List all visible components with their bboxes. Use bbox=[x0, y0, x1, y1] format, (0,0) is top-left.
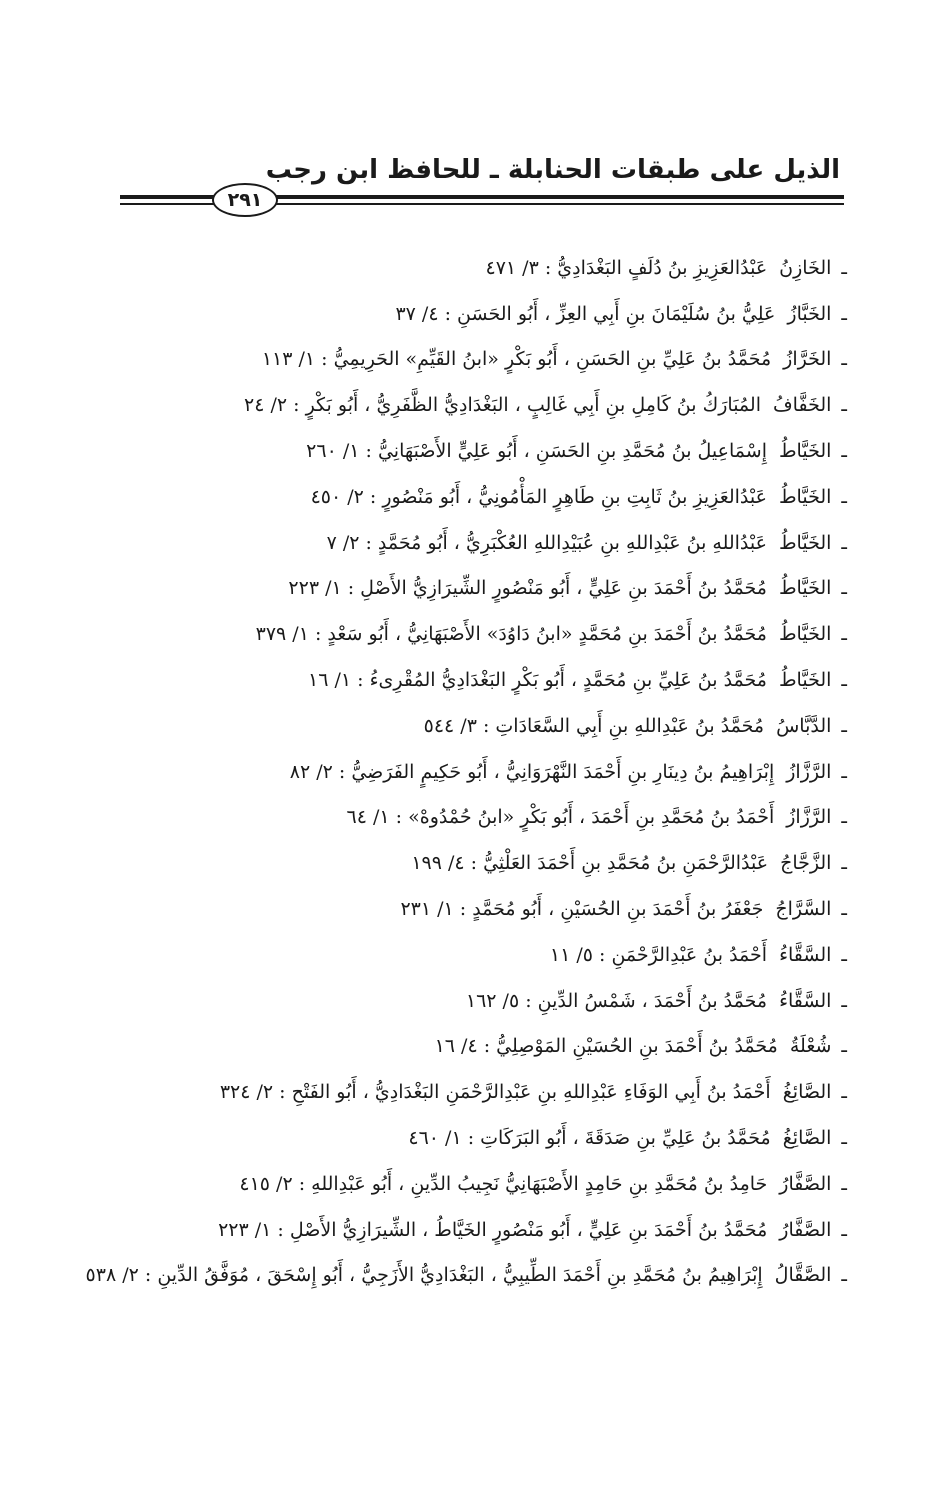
entry-text: أَحْمَدُ بنُ أَبِي الوَفَاءِ عَبْدِاللهِ بنِ عَبْدِالرَّحْمَنِ البَغْدَادِيُّ ، أَبُو الفَتْحِ : ٢/ ٣٢٤ bbox=[219, 1081, 771, 1104]
entry-dash: ـ bbox=[841, 1081, 847, 1104]
entry-dash: ـ bbox=[841, 1127, 847, 1150]
index-entry bbox=[120, 1207, 847, 1253]
index-entry bbox=[120, 657, 847, 703]
entry-nisba: الصَّفَّارُ bbox=[779, 1218, 832, 1241]
entry-text: إِبْرَاهِيمُ بنُ مُحَمَّدِ بنِ أَحْمَدَ الطِّيبِيُّ ، البَغْدَادِيُّ الأَزَجِيُّ ، أَبُو إِسْحَقَ ، مُوَفَّقُ الدِّينِ : ٢/ ٥٣٨ bbox=[85, 1264, 763, 1287]
entry-nisba: الرَّزَّازُ bbox=[786, 760, 832, 783]
index-entry bbox=[120, 1024, 847, 1070]
entry-text: أَحْمَدُ بنُ مُحَمَّدِ بنِ أَحْمَدَ ، أَبُو بَكْرٍ «ابنُ حُمْدُوهْ» : ١/ ٦٤ bbox=[346, 806, 775, 829]
entry-nisba: السَّقَّاءُ bbox=[779, 989, 832, 1012]
index-entry bbox=[120, 337, 847, 383]
entry-nisba: السَّرَّاجُ bbox=[775, 898, 832, 921]
entry-nisba: الصَّائِغُ bbox=[782, 1081, 832, 1104]
entry-text: إِبْرَاهِيمُ بنُ دِينَارِ بنِ أَحْمَدَ النَّهْرَوَانِيُّ ، أَبُو حَكِيمٍ الفَرَضِيُّ : ٢/ ٨٢ bbox=[289, 760, 775, 783]
running-header-title: الذيل على طبقات الحنابلة ـ للحافظ ابن رجب bbox=[265, 155, 840, 185]
entry-nisba: الخَيَّاطُ bbox=[778, 531, 832, 554]
entry-nisba: الخَازِنُ bbox=[779, 256, 832, 279]
entry-dash: ـ bbox=[841, 256, 847, 279]
entry-dash: ـ bbox=[841, 440, 847, 463]
entry-dash: ـ bbox=[841, 485, 847, 508]
index-entry bbox=[120, 749, 847, 795]
entry-text: مُحَمَّدُ بنُ أَحْمَدَ ، شَمْسُ الدِّينِ : ٥/ ١٦٢ bbox=[465, 989, 768, 1012]
entry-dash: ـ bbox=[841, 852, 847, 875]
entry-text: عَلِيُّ بنُ سُلَيْمَانَ بنِ أَبِي العِزِّ ، أَبُو الحَسَنِ : ٤/ ٣٧ bbox=[395, 302, 776, 325]
entry-text: المُبَارَكُ بنُ كَامِلِ بنِ أَبِي غَالِبٍ ، البَغْدَادِيُّ الظَّفَرِيُّ ، أَبُو بَكْرٍ : ٢/ ٢٤ bbox=[244, 394, 761, 417]
entry-dash: ـ bbox=[841, 348, 847, 371]
entry-text: مُحَمَّدُ بنُ أَحْمَدَ بنِ عَلِيٍّ ، أَبُو مَنْصُورٍ الشِّيرَازِيُّ الأَصْلِ : ١/ ٢٢٣ bbox=[288, 577, 767, 600]
entry-text: مُحَمَّدُ بنُ عَبْدِاللهِ بنِ أَبِي السَّعَادَاتِ : ٣/ ٥٤٤ bbox=[423, 714, 765, 737]
entry-nisba: الصَّائِغُ bbox=[782, 1127, 832, 1150]
index-entry bbox=[120, 1161, 847, 1207]
index-entry bbox=[120, 428, 847, 474]
entry-nisba: الخَيَّاطُ bbox=[778, 440, 832, 463]
entry-nisba: الخَرَّازُ bbox=[783, 348, 832, 371]
entry-text: مُحَمَّدُ بنُ أَحْمَدَ بنِ الحُسَيْنِ المَوْصِلِيُّ : ٤/ ١٦ bbox=[434, 1035, 778, 1058]
entry-text: عَبْدُالرَّحْمَنِ بنُ مُحَمَّدِ بنِ أَحْمَدَ العَلْثِيُّ : ٤/ ١٩٩ bbox=[411, 852, 769, 875]
entry-text: حَامِدُ بنُ مُحَمَّدِ بنِ حَامِدٍ الأَصْبَهَانِيُّ نَجِيبُ الدِّينِ ، أَبُو عَبْدِاللهِ : ٢/ ٤١٥ bbox=[239, 1172, 768, 1195]
entry-dash: ـ bbox=[841, 1264, 847, 1287]
entry-dash: ـ bbox=[841, 302, 847, 325]
entry-text: مُحَمَّدُ بنُ عَلِيِّ بنِ صَدَقَةَ ، أَبُو البَرَكَاتِ : ١/ ٤٦٠ bbox=[408, 1127, 771, 1150]
entry-text: جَعْفَرُ بنُ أَحْمَدَ بنِ الحُسَيْنِ ، أَبُو مُحَمَّدٍ : ١/ ٢٣١ bbox=[400, 898, 764, 921]
entry-dash: ـ bbox=[841, 1172, 847, 1195]
index-entry bbox=[120, 291, 847, 337]
index-entry bbox=[120, 382, 847, 428]
entry-nisba: الخَبَّازُ bbox=[787, 302, 832, 325]
index-entry bbox=[120, 978, 847, 1024]
entry-dash: ـ bbox=[841, 623, 847, 646]
entry-dash: ـ bbox=[841, 760, 847, 783]
entry-dash: ـ bbox=[841, 531, 847, 554]
entry-nisba: الخَيَّاطُ bbox=[778, 577, 832, 600]
index-entry bbox=[85, 1253, 847, 1299]
entry-dash: ـ bbox=[841, 714, 847, 737]
entry-text: مُحَمَّدُ بنُ عَلِيِّ بنِ مُحَمَّدٍ ، أَبُو بَكْرٍ البَغْدَادِيُّ المُقْرِىءُ : ١/ ١٦ bbox=[308, 669, 767, 692]
index-entry bbox=[120, 932, 847, 978]
index-entry bbox=[120, 795, 847, 841]
entry-nisba: الخَيَّاطُ bbox=[778, 669, 832, 692]
entry-nisba: الدَّبَّاسُ bbox=[776, 714, 832, 737]
entry-text: إِسْمَاعِيلُ بنُ مُحَمَّدِ بنِ الحَسَنِ ، أَبُو عَلِيٍّ الأَصْبَهَانِيُّ : ١/ ٢٦٠ bbox=[306, 440, 767, 463]
entry-nisba: الزَّجَّاجُ bbox=[780, 852, 832, 875]
entry-dash: ـ bbox=[841, 669, 847, 692]
page-number: ٢٩١ bbox=[212, 183, 278, 217]
entry-nisba: الخَيَّاطُ bbox=[778, 485, 832, 508]
entry-dash: ـ bbox=[841, 898, 847, 921]
entry-nisba: الرَّزَّازُ bbox=[786, 806, 832, 829]
index-entry bbox=[120, 566, 847, 612]
entry-dash: ـ bbox=[841, 806, 847, 829]
entry-nisba: الصَّفَّارُ bbox=[779, 1172, 832, 1195]
entry-dash: ـ bbox=[841, 394, 847, 417]
index-entry bbox=[120, 886, 847, 932]
entry-dash: ـ bbox=[841, 943, 847, 966]
index-entry bbox=[120, 611, 847, 657]
entry-text: أَحْمَدُ بنُ عَبْدِالرَّحْمَنِ : ٥/ ١١ bbox=[549, 943, 768, 966]
entry-text: مُحَمَّدُ بنُ أَحْمَدَ بنِ عَلِيٍّ ، أَبُو مَنْصُورٍ الخَيَّاطُ ، الشِّيرَازِيُّ الأَصْلِ : ١/ ٢٢٣ bbox=[218, 1218, 768, 1241]
entry-dash: ـ bbox=[841, 1218, 847, 1241]
entry-dash: ـ bbox=[841, 989, 847, 1012]
entry-text: مُحَمَّدُ بنُ عَلِيِّ بنِ الحَسَنِ ، أَبُو بَكْرٍ «ابنُ القَيِّمِ» الحَرِيمِيُّ : ١/ ١١٣ bbox=[261, 348, 772, 371]
entry-nisba: شُعْلَةُ bbox=[789, 1035, 832, 1058]
index-entry bbox=[120, 1115, 847, 1161]
index-entry bbox=[120, 474, 847, 520]
index-entries bbox=[85, 245, 847, 1298]
index-entry bbox=[120, 840, 847, 886]
entry-text: عَبْدُالعَزِيزِ بنُ دُلَفٍ البَغْدَادِيُّ : ٣/ ٤٧١ bbox=[485, 256, 768, 279]
entry-nisba: الخَفَّافُ bbox=[772, 394, 832, 417]
entry-dash: ـ bbox=[841, 577, 847, 600]
entry-nisba: السَّقَّاءُ bbox=[779, 943, 832, 966]
index-entry bbox=[120, 1069, 847, 1115]
entry-nisba: الصَّقَّالُ bbox=[774, 1264, 832, 1287]
index-entry bbox=[120, 520, 847, 566]
entry-text: عَبْدُالعَزِيزِ بنُ ثَابِتِ بنِ طَاهِرٍ المَأْمُونِيُّ ، أَبُو مَنْصُورٍ : ٢/ ٤٥٠ bbox=[310, 485, 767, 508]
entry-text: مُحَمَّدُ بنُ أَحْمَدَ بنِ مُحَمَّدٍ «ابنُ دَاوُدَ» الأَصْبَهَانِيُّ ، أَبُو سَعْدٍ : ١/ ٣٧٩ bbox=[255, 623, 767, 646]
entry-text: عَبْدُاللهِ بنُ عَبْدِاللهِ بنِ عُبَيْدِاللهِ العُكْبَرِيُّ ، أَبُو مُحَمَّدٍ : ٢/ ٧ bbox=[326, 531, 767, 554]
index-entry bbox=[120, 703, 847, 749]
entry-nisba: الخَيَّاطُ bbox=[778, 623, 832, 646]
index-entry bbox=[120, 245, 847, 291]
entry-dash: ـ bbox=[841, 1035, 847, 1058]
